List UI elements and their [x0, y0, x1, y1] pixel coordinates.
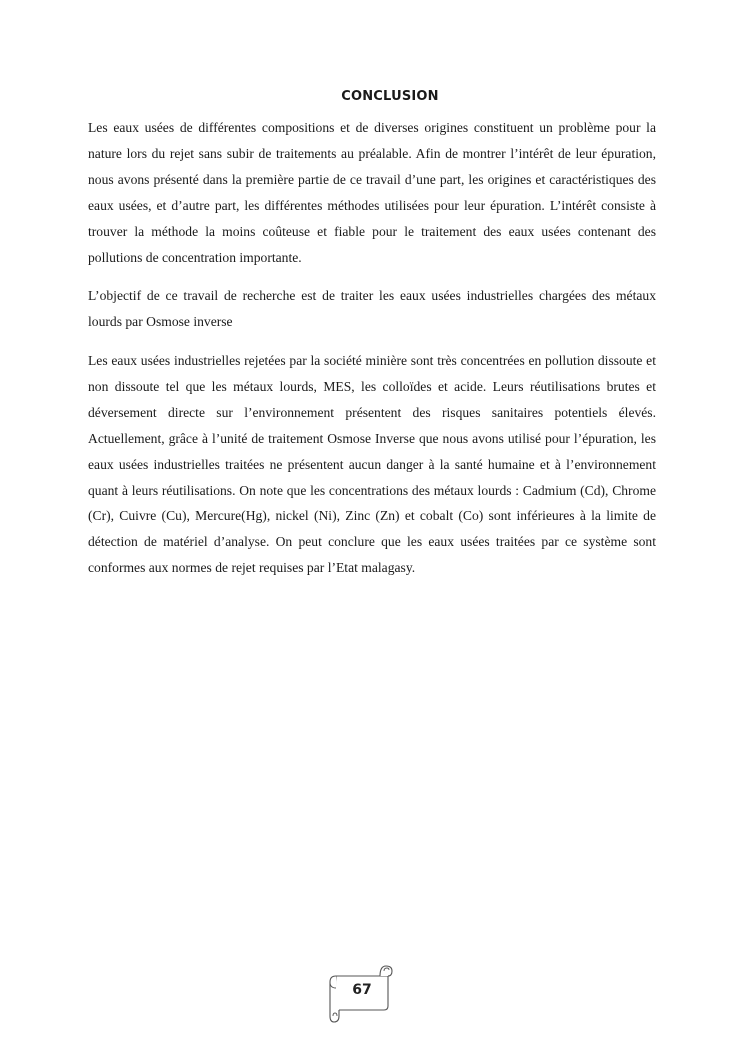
paragraph-intro: Les eaux usées de différentes compositions et de diverses origines constituent un problème pour la nature lors du rejet sans subir de traitements au préalable. Afin de montrer l’intérêt de leur épuration, nous avons présenté dans la première partie de ce travail d’une part, les origines et caractéristiques des eaux usées, et d’autre part, les différentes méthodes utilisées pour leur épuration. L’intérêt consiste à trouver la méthode la moins coûteuse et fiable pour le traitement des eaux usées contenant des pollutions de concentration importante. — [88, 120, 656, 265]
page-number: 67 — [352, 982, 372, 998]
page-number-badge — [322, 962, 396, 1024]
paragraph-results: Les eaux usées industrielles rejetées par la société minière sont très concentrées en pollution dissoute et non dissoute tel que les métaux lourds, MES, les colloïdes et acide. Leurs réutilisations brutes et déversement directe sur l’environnement présentent des risques sanitaires potentiels élevés. Actuellement, grâce à l’unité de traitement Osmose Inverse que nous avons utilisé pour l’épuration, les eaux usées industrielles traitées ne présentent aucun danger à la santé humaine et à l’environnement quant à leurs réutilisations. On note que les concentrations des métaux lourds : Cadmium (Cd), Chrome (Cr), Cuivre (Cu), Mercure(Hg), nickel (Ni), Zinc (Zn) et cobalt (Co) sont inférieures à la limite de détection de matériel d’analyse. On peut conclure que les eaux usées traitées par ce système sont conformes aux normes de rejet requises par l’Etat malagasy. — [88, 353, 656, 576]
page-title: CONCLUSION — [341, 89, 439, 104]
paragraph-objective: L’objectif de ce travail de recherche est de traiter les eaux usées industrielles chargées des métaux lourds par Osmose inverse — [88, 288, 656, 329]
